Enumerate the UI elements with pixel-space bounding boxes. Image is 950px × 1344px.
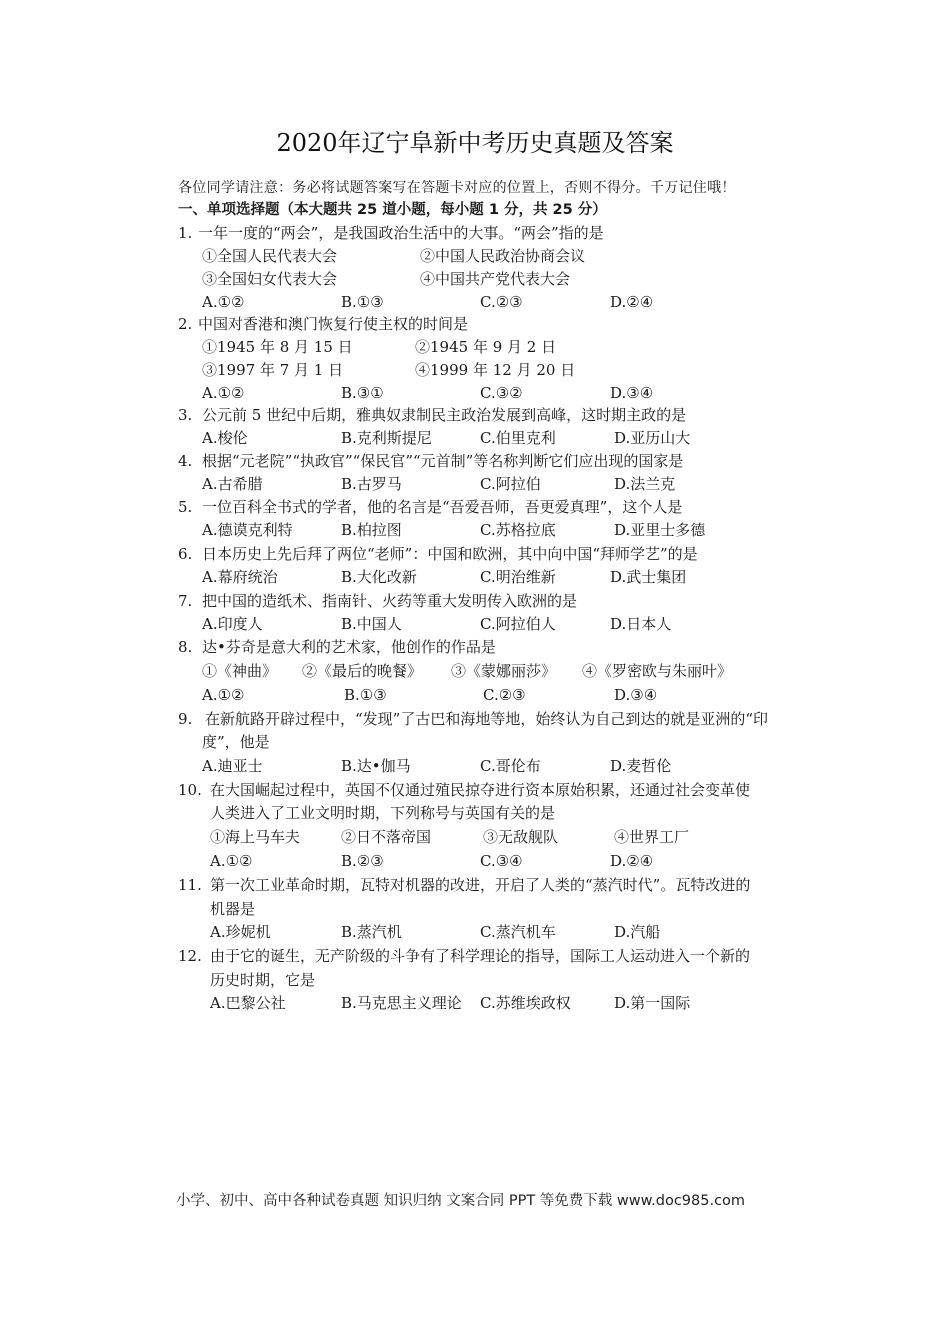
- option-d: D.武士集团: [610, 568, 687, 586]
- question-text: 公元前 5 世纪中后期，雅典奴隶制民主政治发展到高峰，这时期主政的是: [202, 406, 687, 424]
- option-a: A.德谟克利特: [202, 521, 293, 539]
- exam-notice: 各位同学请注意：务必将试题答案写在答题卡对应的位置上，否则不得分。千万记住哦！: [178, 180, 736, 196]
- option-c: C.伯里克利: [480, 429, 556, 447]
- option-a: A.珍妮机: [210, 923, 271, 941]
- option-c: C.哥伦布: [480, 757, 541, 775]
- option-b: B.①③: [341, 293, 384, 311]
- option-b: B.中国人: [341, 615, 402, 633]
- question-text: 由于它的诞生，无产阶级的斗争有了科学理论的指导，国际工人运动进入一个新的: [210, 947, 751, 965]
- option-c: C.阿拉伯人: [480, 615, 556, 633]
- option-b: B.②③: [341, 852, 384, 870]
- question-text: 一年一度的“两会”，是我国政治生活中的大事。“两会”指的是: [198, 224, 604, 242]
- option-c: C.苏维埃政权: [480, 994, 571, 1012]
- question-text: 在大国崛起过程中，英国不仅通过殖民掠夺进行资本原始积累，还通过社会变革使: [210, 781, 751, 799]
- option-d: D.②④: [610, 852, 654, 870]
- question-text-continued: 人类进入了工业文明时期，下列称号与英国有关的是: [210, 804, 556, 822]
- question-text: 根据“元老院”“执政官”“保民官”“元首制”等名称判断它们应出现的国家是: [202, 452, 684, 470]
- question-text: 把中国的造纸术、指南针、火药等重大发明传入欧洲的是: [202, 592, 578, 610]
- question-number: 12.: [178, 947, 202, 965]
- option-c: C.②③: [483, 686, 526, 704]
- question-number: 7.: [178, 592, 193, 610]
- item-1: ①1945 年 8 月 15 日: [202, 338, 353, 356]
- option-a: A.迪亚士: [202, 757, 263, 775]
- question-number: 4.: [178, 452, 193, 470]
- option-b: B.①③: [344, 686, 387, 704]
- option-d: D.日本人: [610, 615, 672, 633]
- option-a: A.①②: [202, 293, 245, 311]
- option-c: C.③④: [480, 852, 523, 870]
- question-text: 中国对香港和澳门恢复行使主权的时间是: [198, 315, 469, 333]
- option-d: D.②④: [610, 293, 654, 311]
- option-d: D.法兰克: [614, 475, 676, 493]
- question-number: 3.: [178, 406, 193, 424]
- item-3: ③全国妇女代表大会: [202, 270, 338, 288]
- option-b: B.蒸汽机: [341, 923, 402, 941]
- option-d: D.亚里士多德: [614, 521, 706, 539]
- option-a: A.①②: [202, 686, 245, 704]
- item-4: ④世界工厂: [614, 828, 690, 846]
- option-d: D.③④: [614, 686, 658, 704]
- question-number: 1.: [178, 224, 193, 242]
- question-number: 5.: [178, 498, 193, 516]
- option-d: D.③④: [610, 384, 654, 402]
- option-c: C.阿拉伯: [480, 475, 541, 493]
- option-c: C.②③: [480, 293, 523, 311]
- page-footer: 小学、初中、高中各种试卷真题 知识归纳 文案合同 PPT 等免费下载 www.doc985.com: [176, 1193, 746, 1209]
- question-text: 在新航路开辟过程中，“发现”了古巴和海地等地，始终认为自己到达的就是亚洲的“印: [205, 710, 769, 728]
- option-d: D.亚历山大: [614, 429, 691, 447]
- question-text: 一位百科全书式的学者，他的名言是“吾爱吾师，吾更爱真理”，这个人是: [202, 498, 683, 516]
- option-c: C.③②: [480, 384, 523, 402]
- option-d: D.第一国际: [614, 994, 691, 1012]
- question-text: 日本历史上先后拜了两位“老师”：中国和欧洲，其中向中国“拜师学艺”的是: [202, 545, 698, 563]
- question-text-continued: 度”，他是: [202, 733, 270, 751]
- section-heading: 一、单项选择题（本大题共 25 道小题，每小题 1 分，共 25 分）: [178, 202, 607, 218]
- option-d: D.汽船: [614, 923, 661, 941]
- question-number: 8.: [178, 638, 193, 656]
- question-text: 达•芬奇是意大利的艺术家，他创作的作品是: [202, 638, 496, 656]
- option-b: B.古罗马: [341, 475, 402, 493]
- item-1: ①全国人民代表大会: [202, 247, 338, 265]
- item-2: ②1945 年 9 月 2 日: [415, 338, 557, 356]
- item-2: ②《最后的晚餐》: [302, 662, 423, 680]
- option-b: B.大化改新: [341, 568, 417, 586]
- page-title: 2020年辽宁阜新中考历史真题及答案: [276, 129, 674, 157]
- question-text-continued: 历史时期，它是: [210, 971, 316, 989]
- option-a: A.古希腊: [202, 475, 263, 493]
- item-2: ②日不落帝国: [341, 828, 432, 846]
- question-number: 10.: [178, 781, 202, 799]
- option-a: A.①②: [202, 384, 245, 402]
- item-3: ③1997 年 7 月 1 日: [202, 361, 344, 379]
- question-number: 6.: [178, 545, 193, 563]
- option-b: B.马克思主义理论: [341, 994, 462, 1012]
- option-a: A.幕府统治: [202, 568, 278, 586]
- option-b: B.达•伽马: [341, 757, 411, 775]
- question-number: 11.: [178, 876, 202, 894]
- question-number: 9.: [178, 710, 193, 728]
- item-1: ①海上马车夫: [210, 828, 301, 846]
- item-3: ③无敌舰队: [483, 828, 559, 846]
- item-4: ④《罗密欧与朱丽叶》: [582, 662, 733, 680]
- option-b: B.③①: [341, 384, 384, 402]
- item-4: ④中国共产党代表大会: [420, 270, 571, 288]
- option-c: C.苏格拉底: [480, 521, 556, 539]
- option-a: A.①②: [210, 852, 253, 870]
- item-2: ②中国人民政治协商会议: [420, 247, 586, 265]
- option-d: D.麦哲伦: [610, 757, 672, 775]
- question-number: 2.: [178, 315, 193, 333]
- option-c: C.蒸汽机车: [480, 923, 556, 941]
- item-1: ①《神曲》: [202, 662, 278, 680]
- option-a: A.梭伦: [202, 429, 248, 447]
- option-a: A.印度人: [202, 615, 263, 633]
- question-text-continued: 机器是: [210, 900, 256, 918]
- option-c: C.明治维新: [480, 568, 556, 586]
- option-a: A.巴黎公社: [210, 994, 286, 1012]
- option-b: B.克利斯提尼: [341, 429, 432, 447]
- item-4: ④1999 年 12 月 20 日: [415, 361, 576, 379]
- option-b: B.柏拉图: [341, 521, 402, 539]
- question-text: 第一次工业革命时期，瓦特对机器的改进，开启了人类的“蒸汽时代”。瓦特改进的: [210, 876, 751, 894]
- item-3: ③《蒙娜丽莎》: [451, 662, 557, 680]
